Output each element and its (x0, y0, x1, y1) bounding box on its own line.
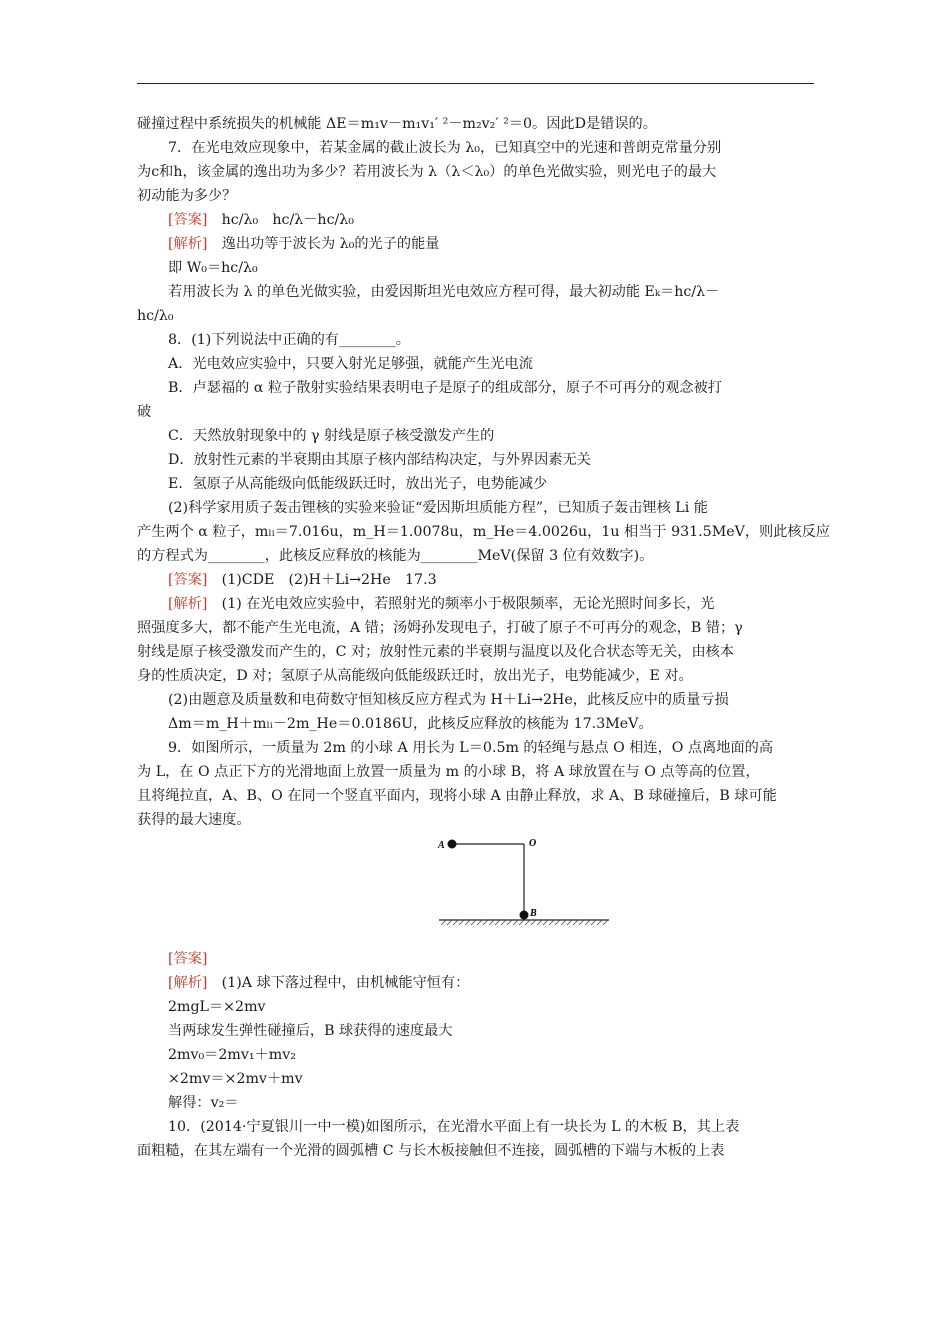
answer-line (137, 208, 814, 232)
answer-label: [答案] (168, 212, 208, 228)
option-d: D．放射性元素的半衰期由其原子核内部结构决定，与外界因素无关 (168, 452, 591, 468)
text-line: 身的性质决定，D 对；氢原子从高能级向低能级跃迁时，放出光子，电势能减少，E 对。 (137, 668, 693, 684)
pendulum-diagram (437, 832, 617, 947)
analysis-label: [解析] (168, 596, 208, 612)
text-line: Δm＝m_H＋mₗᵢ－2m_He＝0.0186U，此核反应释放的核能为 17.3MeV。 (168, 716, 653, 732)
text-line: (2)由题意及质量数和电荷数守恒知核反应方程式为 H＋Li→2He，此核反应中的质量亏损 (168, 692, 729, 708)
analysis-line (137, 592, 814, 616)
text-line: 初动能为多少？ (137, 188, 237, 204)
text-line: (2)科学家用质子轰击锂核的实验来验证“爱因斯坦质能方程”，已知质子轰击锂核 Li 能 (168, 500, 708, 516)
text-line: 射线是原子核受激发而产生的，C 对；放射性元素的半衰期与温度以及化合状态等无关，由核本 (137, 644, 735, 660)
answer-line (137, 947, 814, 971)
pendulum-figure (137, 832, 814, 947)
text-line: 当两球发生弹性碰撞后，B 球获得的速度最大 (168, 1023, 453, 1039)
text-line: 碰撞过程中系统损失的机械能 ΔE＝m₁v－m₁v₁′ ²－m₂v₂′ ²＝0。因此D是错误的。 (137, 116, 657, 132)
analysis-line (137, 232, 814, 256)
text-line: 且将绳拉直，A、B、O 在同一个竖直平面内，现将小球 A 由静止释放，求 A、B 球碰撞后，B 球可能 (137, 788, 777, 804)
text-line: 的方程式为________，此核反应释放的核能为________MeV(保留 3 位有效数字)。 (137, 548, 654, 564)
analysis-label: [解析] (168, 975, 208, 991)
answer-text: (1)CDE (2)H＋Li→2He 17.3 (221, 572, 437, 588)
ball-b (520, 911, 529, 920)
text-line: 若用波长为 λ 的单色光做实验，由爱因斯坦光电效应方程可得，最大初动能 Eₖ＝hc/λ－ (168, 284, 720, 300)
label-b: B (530, 908, 537, 919)
option-b: B．卢瑟福的 α 粒子散射实验结果表明电子是原子的组成部分，原子不可再分的观念被打 (168, 380, 722, 396)
text-line: 照强度多大，都不能产生光电流，A 错；汤姆孙发现电子，打破了原子不可再分的观念，B 错；γ (137, 620, 743, 636)
document-body (137, 112, 830, 1163)
label-o: O (529, 838, 537, 849)
analysis-line (137, 971, 814, 995)
analysis-text: (1) 在光电效应实验中，若照射光的频率小于极限频率，无论光照时间多长，光 (221, 596, 715, 612)
header-rule (137, 83, 814, 84)
text-line: 面粗糙，在其左端有一个光滑的圆弧槽 C 与长木板接触但不连接，圆弧槽的下端与木板的上表 (137, 1143, 725, 1159)
text-line: 为 L，在 O 点正下方的光滑地面上放置一质量为 m 的小球 B，将 A 球放置在与 O 点等高的位置， (137, 764, 760, 780)
text-line: 破 (137, 404, 152, 420)
text-line: 获得的最大速度。 (137, 812, 251, 828)
answer-label: [答案] (168, 572, 208, 588)
question-9: 9．如图所示，一质量为 2m 的小球 A 用长为 L＝0.5m 的轻绳与悬点 O 相连，O 点离地面的高 (168, 740, 774, 756)
equation-line: 2mgL＝×2mv (168, 999, 266, 1015)
analysis-text: 逸出功等于波长为 λ₀的光子的能量 (221, 236, 440, 252)
answer-label: [答案] (168, 951, 208, 967)
option-c: C．天然放射现象中的 γ 射线是原子核受激发产生的 (168, 428, 495, 444)
option-e: E．氢原子从高能级向低能级跃迁时，放出光子，电势能减少 (168, 476, 548, 492)
equation-line: 解得：v₂＝ (168, 1095, 239, 1111)
ground-hatch (441, 920, 608, 925)
answer-line (137, 568, 814, 592)
text-line: hc/λ₀ (137, 308, 174, 324)
ball-a (448, 840, 457, 849)
option-a: A．光电效应实验中，只要入射光足够强，就能产生光电流 (168, 356, 533, 372)
text-line: 即 W₀＝hc/λ₀ (168, 260, 258, 276)
equation-line: ×2mv＝×2mv＋mv (168, 1071, 303, 1087)
analysis-text: (1)A 球下落过程中，由机械能守恒有： (221, 975, 470, 991)
text-line: 产生两个 α 粒子，mₗᵢ＝7.016u，m_H＝1.0078u，m_He＝4.0026u，1u 相当于 931.5MeV，则此核反应 (137, 524, 830, 540)
answer-text: hc/λ₀ hc/λ－hc/λ₀ (221, 212, 354, 228)
analysis-label: [解析] (168, 236, 208, 252)
label-a: A (438, 840, 445, 851)
equation-line: 2mv₀＝2mv₁＋mv₂ (168, 1047, 296, 1063)
question-10: 10．(2014·宁夏银川一中一模)如图所示，在光滑水平面上有一块长为 L 的木板 B，其上表 (168, 1119, 740, 1135)
question-8: 8．(1)下列说法中正确的有________。 (168, 332, 410, 348)
text-line: 为c和h，该金属的逸出功为多少？若用波长为 λ（λ＜λ₀）的单色光做实验，则光电子的最大 (137, 164, 717, 180)
question-7: 7．在光电效应现象中，若某金属的截止波长为 λ₀，已知真空中的光速和普朗克常量分别 (168, 140, 722, 156)
